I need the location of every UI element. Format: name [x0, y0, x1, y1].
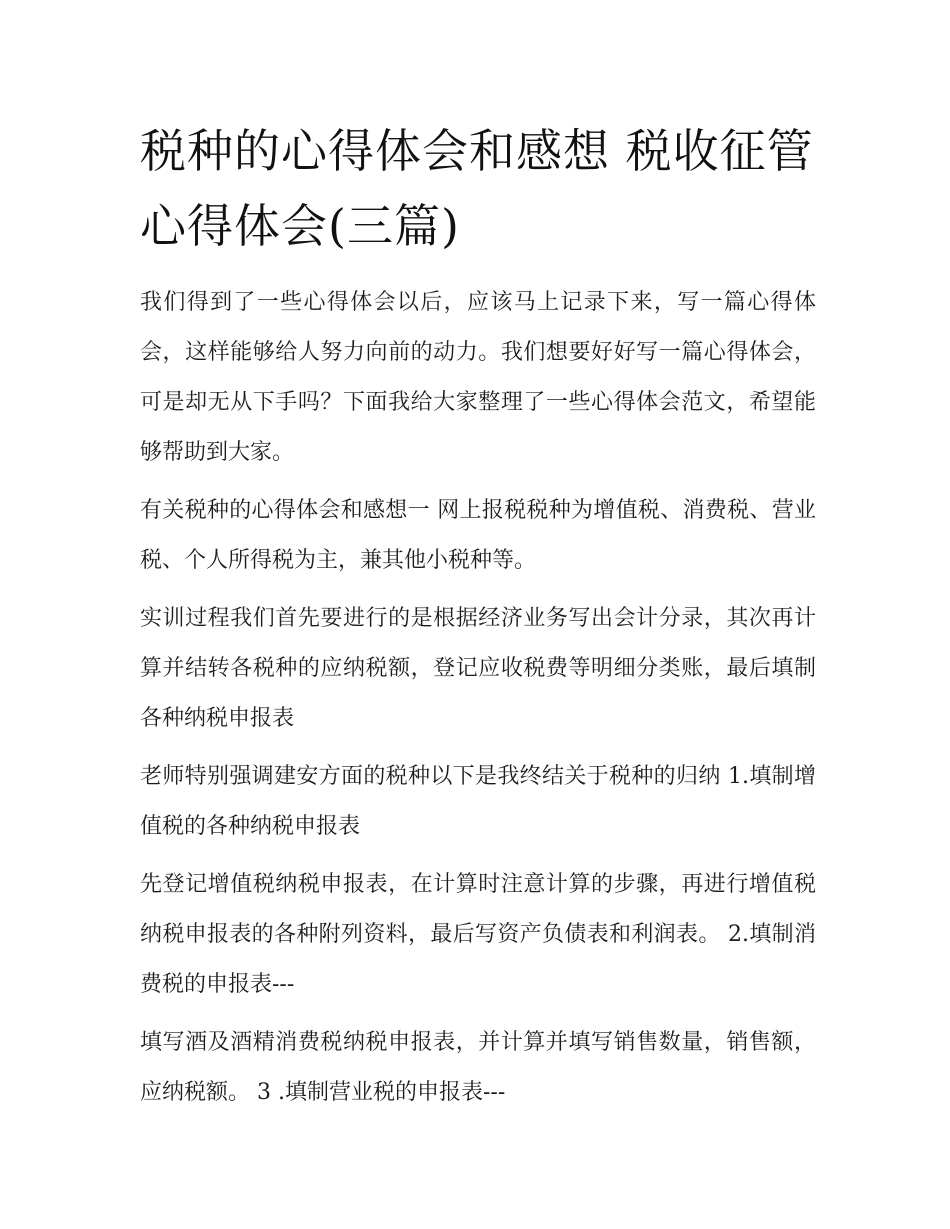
paragraph-tax-types: 有关税种的心得体会和感想一 网上报税税种为增值税、消费税、营业税、个人所得税为主，兼其他小税种等。 — [140, 498, 816, 573]
paragraph-consumption-tax: 填写酒及酒精消费税纳税申报表，并计算并填写销售数量，销售额，应纳税额。 3 .填制营业税的申报表--- — [140, 1030, 816, 1105]
paragraph-training-process: 实训过程我们首先要进行的是根据经济业务写出会计分录，其次再计算并结转各税种的应纳税额，登记应收税费等明细分类账，最后填制各种纳税申报表 — [140, 606, 816, 731]
document-body — [140, 278, 816, 1126]
document-title: 税种的心得体会和感想 税收征管心得体会(三篇) — [140, 124, 814, 253]
paragraph-intro: 我们得到了一些心得体会以后，应该马上记录下来，写一篇心得体会，这样能够给人努力向前的动力。我们想要好好写一篇心得体会，可是却无从下手吗？下面我给大家整理了一些心得体会范文，希望能够帮助到大家。 — [140, 290, 816, 465]
paragraph-teacher-emphasis: 老师特别强调建安方面的税种以下是我终结关于税种的归纳 1.填制增值税的各种纳税申报表 — [140, 764, 816, 839]
paragraph-vat-filing: 先登记增值税纳税申报表，在计算时注意计算的步骤，再进行增值税纳税申报表的各种附列资料，最后写资产负债表和利润表。 2.填制消费税的申报表--- — [140, 872, 816, 997]
